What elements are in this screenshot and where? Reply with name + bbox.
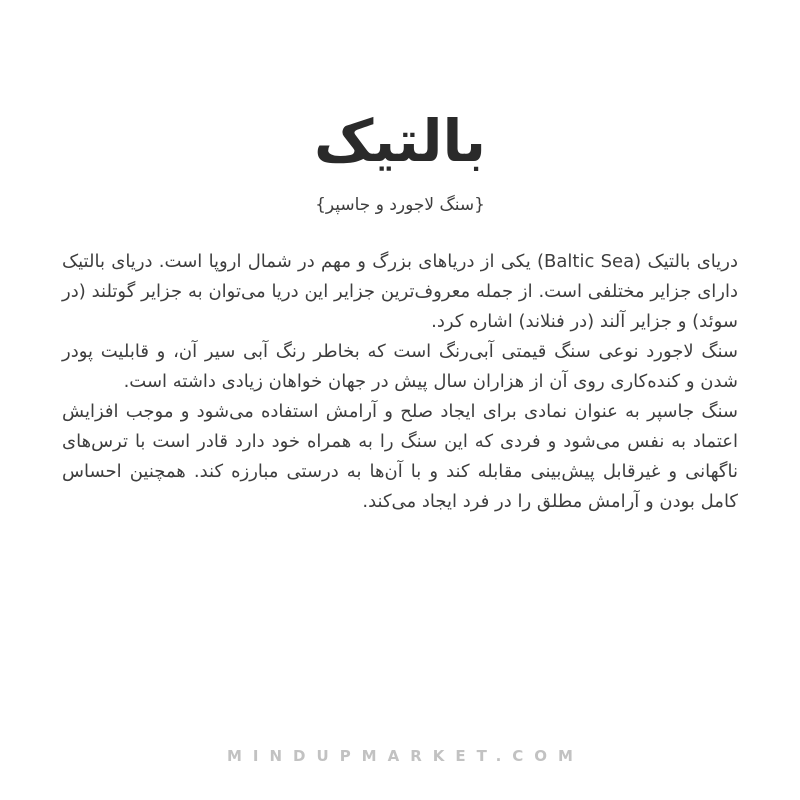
article-body (62, 247, 738, 517)
page-subtitle: {سنگ لاجورد و جاسپر} (315, 195, 485, 215)
paragraph-jasper: سنگ جاسپر به عنوان نمادی برای ایجاد صلح و آرامش استفاده می‌شود و موجب افزایش اعتماد به نفس می‌شود و فردی که این سنگ را به همراه خود دارد قادر است با ترس‌های ناگهانی و غیرقابل پیش‌بینی مقابله کند و با آن‌ها به درستی مبارزه کند. همچنین احساس کامل بودن و آرامش مطلق را در فرد ایجاد می‌کند. (62, 401, 738, 512)
paragraph-lapis-lazuli: سنگ لاجورد نوعی سنگ قیمتی آبی‌رنگ است که بخاطر رنگ آبی سیر آن، و قابلیت پودر شدن و کنده‌کاری روی آن از هزاران سال پیش در جهان خواهان زیادی داشته است. (62, 341, 738, 392)
watermark: MINDUPMARKET.COM (227, 747, 584, 765)
paragraph-baltic-sea: دریای بالتیک (Baltic Sea) یکی از دریاهای بزرگ و مهم در شمال اروپا است. دریای بالتیک دارای جزایر مختلفی است. از جمله معروف‌ترین جزایر این دریا می‌توان به جزایر گوتلند (در سوئد) و جزایر آلند (در فنلاند) اشاره کرد. (62, 251, 738, 332)
page-title: بالتیک (313, 107, 487, 175)
